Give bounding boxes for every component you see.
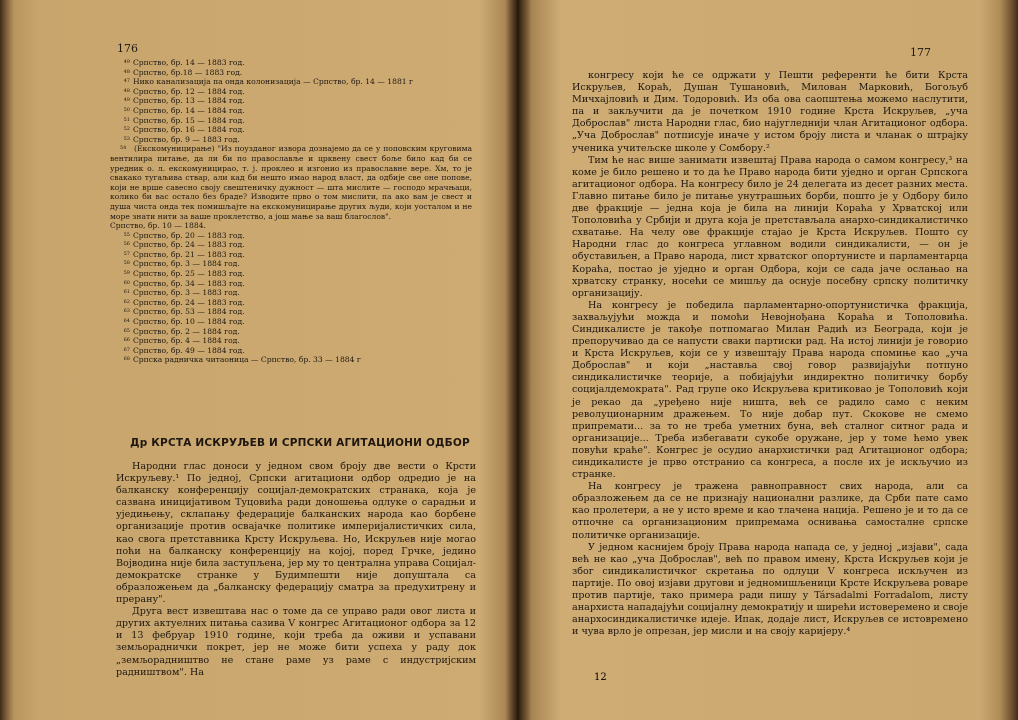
footnote-text: Српство, бр. 14 — 1884 год. bbox=[133, 105, 245, 115]
page-number-right: 177 bbox=[910, 46, 931, 59]
footnote-number: 47 bbox=[123, 78, 130, 85]
footnote-text: Српство, бр. 12 — 1884 год. bbox=[133, 86, 245, 96]
footnote-entry bbox=[110, 317, 472, 327]
footnote-text: Српство, бр. 53 — 1884 год. bbox=[133, 307, 245, 317]
footnote-text: Нико канализација па онда колонизација — Српство, бр. 14 — 1881 г bbox=[133, 77, 414, 87]
footnote-number: 49 bbox=[123, 59, 130, 65]
footnote-number: 60 bbox=[123, 279, 130, 286]
footnote-entry bbox=[110, 240, 472, 250]
footnote-number: 65 bbox=[123, 327, 130, 334]
footnote-text: Српство, бр. 15 — 1884 год. bbox=[133, 115, 245, 125]
footnote-number: 64 bbox=[123, 318, 130, 325]
footnote-text: Српство, бр. 9 — 1883 год. bbox=[133, 134, 240, 144]
footnote-number: 56 bbox=[123, 241, 130, 248]
footnote-number: 54 bbox=[120, 145, 127, 152]
footnote-list-b bbox=[110, 231, 472, 365]
footnote-entry bbox=[110, 355, 472, 365]
section-heading: Др КРСТА ИСКРУЉЕВ И СРПСКИ АГИТАЦИОНИ ОДБОР bbox=[130, 437, 470, 449]
footnote-number: 48 bbox=[123, 87, 130, 94]
footnote-number: 48 bbox=[123, 68, 130, 75]
footnote-number: 53 bbox=[123, 135, 130, 142]
footnote-text: Српство, бр. 21 — 1883 год. bbox=[133, 249, 245, 259]
footnote-number: 63 bbox=[123, 308, 130, 315]
footnote-number: 51 bbox=[123, 116, 130, 123]
page-number-left: 176 bbox=[117, 42, 138, 55]
footnote-text: Српство, бр. 20 — 1883 год. bbox=[133, 230, 245, 240]
footnote-entry bbox=[110, 346, 472, 356]
footnote-entry bbox=[110, 269, 472, 279]
footnote-text: Српство, бр. 2 — 1884 год. bbox=[133, 326, 240, 336]
footnote-entry bbox=[110, 231, 472, 241]
footnote-text: Српство, бр. 14 — 1883 год. bbox=[133, 58, 245, 67]
footnote-text: Српство, бр. 3 — 1883 год. bbox=[133, 288, 240, 298]
footnote-text: Српство, бр. 10 — 1884 год. bbox=[133, 317, 245, 327]
right-body-text bbox=[572, 70, 968, 638]
right-page bbox=[522, 0, 1018, 720]
footnotes-block bbox=[110, 58, 472, 365]
body-paragraph: На конгресу је тражена равноправност свих народа, али са образложењем да се не признају национални разлике, да Срби пате само као пролетери, а не у исто време и као тлачена нација. Решено је и то да се отпочне са организационим припремама оснивања самосталне српске политичке организације. bbox=[572, 481, 968, 541]
body-paragraph: Народни глас доноси у једном свом броју две вести о Крсти Искруљеву.¹ По једној, Српски агитациони одбор одредио је на балканску конференцију социјал-демократских странака, која је сазвана иницијативом Туцовића ради доношења одлуке о сарадњи и уједињењу, склапању федерације балканских народа као борбене организације против освајачке политике империјалистичких сила, као свога претставника Крсту Искруљева. Но, Искруљев није могао поћи на балканску конференцију на којој, поред Грчке, једино Војводина није била заступљена, јер му то централна управа Социјал-демократске странке у Будимпешти није допуштала са образложењем да „балканску федерацију сматра за предухитрену и прерану". bbox=[116, 461, 476, 606]
footnote-entry bbox=[110, 106, 472, 116]
footnote-entry bbox=[110, 250, 472, 260]
footnote-number: 55 bbox=[123, 231, 130, 238]
footnote-entry bbox=[110, 68, 472, 78]
footnote-entry bbox=[110, 116, 472, 126]
signature-mark: 12 bbox=[594, 672, 607, 683]
footnote-text: Српство, бр. 13 — 1884 год. bbox=[133, 96, 245, 106]
footnote-paragraph bbox=[110, 144, 472, 221]
body-paragraph: конгресу који ће се одржати у Пешти референти ће бити Крста Искруљев, Кораћ, Душан Тушановић, Милован Марковић, Богољуб Мичхајловић и Дим. Тодоровић. Из оба ова саопштења можемо наслутити, па и закључити да је почетком 1910 године Крста Искруљев, „уча Доброслав" листа Народни глас, био најугледнији члан Агитационог одбора. „Уча Доброслав" потписује иначе у истом броју листа и чланак о штрајку ученика учитељске школе у Сомбору.² bbox=[572, 70, 968, 154]
footnote-number: 68 bbox=[123, 356, 130, 363]
footnote-number: 67 bbox=[123, 346, 130, 353]
footnote-number: 58 bbox=[123, 260, 130, 267]
footnote-text: Српство, бр. 4 — 1884 год. bbox=[133, 336, 240, 346]
footnote-number: 62 bbox=[123, 298, 130, 305]
footnote-text: Српство, бр. 25 — 1883 год. bbox=[133, 269, 245, 279]
footnote-entry bbox=[110, 298, 472, 308]
footnote-entry bbox=[110, 307, 472, 317]
footnote-text: Српство, бр. 49 — 1884 год. bbox=[133, 345, 245, 355]
footnote-text: Српство, бр.18 — 1883 год. bbox=[133, 67, 243, 77]
body-paragraph: Тим ће нас више занимати извештај Права народа о самом конгресу,³ на коме је било решено и то да ће Право народа бити уједно и орган Српскога агитационог одбора. На конгресу било је 24 делегата из десет разних места. Главно питање било је питање унутрашњих борби, пошто је у Одбору било две фракције — једна која је била на линији Кораћа у Хрватској или Тополовића у Србији и друга која је претстављала анархо-синдикалистичко схватање. На челу ове фракције стајао је Крста Искруљев. Пошто су Народни глас до конгреса углавном водили синдикалисти, — он је обуставиљен, а Право народа, лист хрватског опортунисте и парламентарца Кораћа, постао је уједно и орган Одбора, који се сада јаче ослањао на хрватску странку, носећи се мишљу да оснује посебну српску политичку организацију. bbox=[572, 154, 968, 299]
footnote-entry bbox=[110, 279, 472, 289]
footnote-entry bbox=[110, 125, 472, 135]
footnote-text: Српство, бр. 24 — 1883 год. bbox=[133, 297, 245, 307]
footnote-entry bbox=[110, 77, 472, 87]
footnote-number: 57 bbox=[123, 250, 130, 257]
footnote-text: Српска радничка читаоница — Српство, бр. 33 — 1884 г bbox=[133, 355, 361, 365]
footnote-entry bbox=[110, 327, 472, 337]
body-paragraph: Друга вест извештава нас о томе да се управо ради овог листа и других актуелних питања сазива V конгрес Агитационог одбора за 12 и 13 фебруар 1910 године, који треба да оживи и успавани земљораднички покрет, јер не може бити успеха у раду док „земљорадништво не стане раме уз раме с индустријским радништвом". На bbox=[116, 606, 476, 678]
footnote-entry bbox=[110, 336, 472, 346]
footnote-number: 50 bbox=[123, 106, 130, 113]
footnote-paragraph-source: Српство, бр. 10 — 1884. bbox=[110, 221, 206, 231]
footnote-number: 59 bbox=[123, 270, 130, 277]
footnote-text: Српство, бр. 3 — 1884 год. bbox=[133, 259, 240, 269]
body-paragraph: На конгресу је победила парламентарно-опортунистичка фракција, захваљујући можда и помоћи Невојнођана Кораћа и Тополовића. Синдикалисте је такође потпомагао Милан Радић из Београда, који је препоручивао да се напусти сваки партиски рад. На истој линији је говорио и Крста Искруљев, који се у извештају Права народа спомиње као „уча Доброслав" и који „наставља свој говор развијајући потпуно синдикалистичке теорије, а побијајући индиректно политичку борбу социјалдемократа". Рад групе око Искруљева критиковао је Тополовић који је рекао да „уређено није ништа, већ се радило само с неким револуционарним дражењем. То није добар пут. Скоковe не смемо припремати... за то не треба уметних буна, већ сталног ситног рада и организације... Треба избегавати сукобе оружане, јер у томе ћемо увек повући краће". Конгрес је осудио анархистички рад Агитационог одбора; синдикалисте је прво отстранио са конгреса, а после их је искључио из странке. bbox=[572, 299, 968, 481]
footnote-entry bbox=[110, 288, 472, 298]
footnote-entry bbox=[110, 259, 472, 269]
footnote-number: 49 bbox=[123, 97, 130, 104]
footnote-number: 61 bbox=[123, 289, 130, 296]
footnote-entry bbox=[110, 58, 472, 68]
footnote-paragraph-text: (Екскомуницирање) "Из поузданог извора дознајемо да се у поповским круговима вентилира питање, да ли би по православље и црквену свест боље било кад би се уредник о. л. екскомуницирао, т. ј. проклео и изгонио из православне вере. Хм, то је свакако тугаљива ствар, али кад би нешто имао народ власт, да одбије све оне попове, који не врше савесно своју свештеничку дужност — шта мислите — господо мрачњаци, колико би вас остало без браде? Изводите прво о том мислити, па ако вам је свест и душа чиста онда тек помишљајте на екскомуницирање других људи, који уосталом и не море знати нити за ваше проклетство, а још мање за ваш благослов". bbox=[110, 144, 472, 221]
footnote-list-a bbox=[110, 58, 472, 144]
footnote-entry bbox=[110, 96, 472, 106]
footnote-text: Српство, бр. 34 — 1883 год. bbox=[133, 278, 245, 288]
footnote-text: Српство, бр. 16 — 1884 год. bbox=[133, 125, 245, 135]
footnote-entry bbox=[110, 87, 472, 97]
footnote-number: 66 bbox=[123, 337, 130, 344]
footnote-entry bbox=[110, 135, 472, 145]
footnote-number: 52 bbox=[123, 126, 130, 133]
left-body-text bbox=[116, 461, 476, 679]
body-paragraph: У једном каснијем броју Права народа напада се, у једној „изјави", сада већ не као „уча Доброслав", већ по правом имену, Крста Искруљев који је због синдикалистичког скретања по одлуци V конгреса искључен из партије. По овој изјави другови и једномишљеници Крсте Искруљева роваре против партије, тако примера ради пишу у Társadalmi Forradalom, листу анархиста нападајући социјалну демократију и ширећи истоверемено и своје анархосиндикалистичке идеје. Ипак, додаје лист, Искруљев се истовремено и чува врло је опрезан, јер мисли и на своју каријеру.⁴ bbox=[572, 541, 968, 638]
footnote-text: Српство, бр. 24 — 1883 год. bbox=[133, 240, 245, 250]
